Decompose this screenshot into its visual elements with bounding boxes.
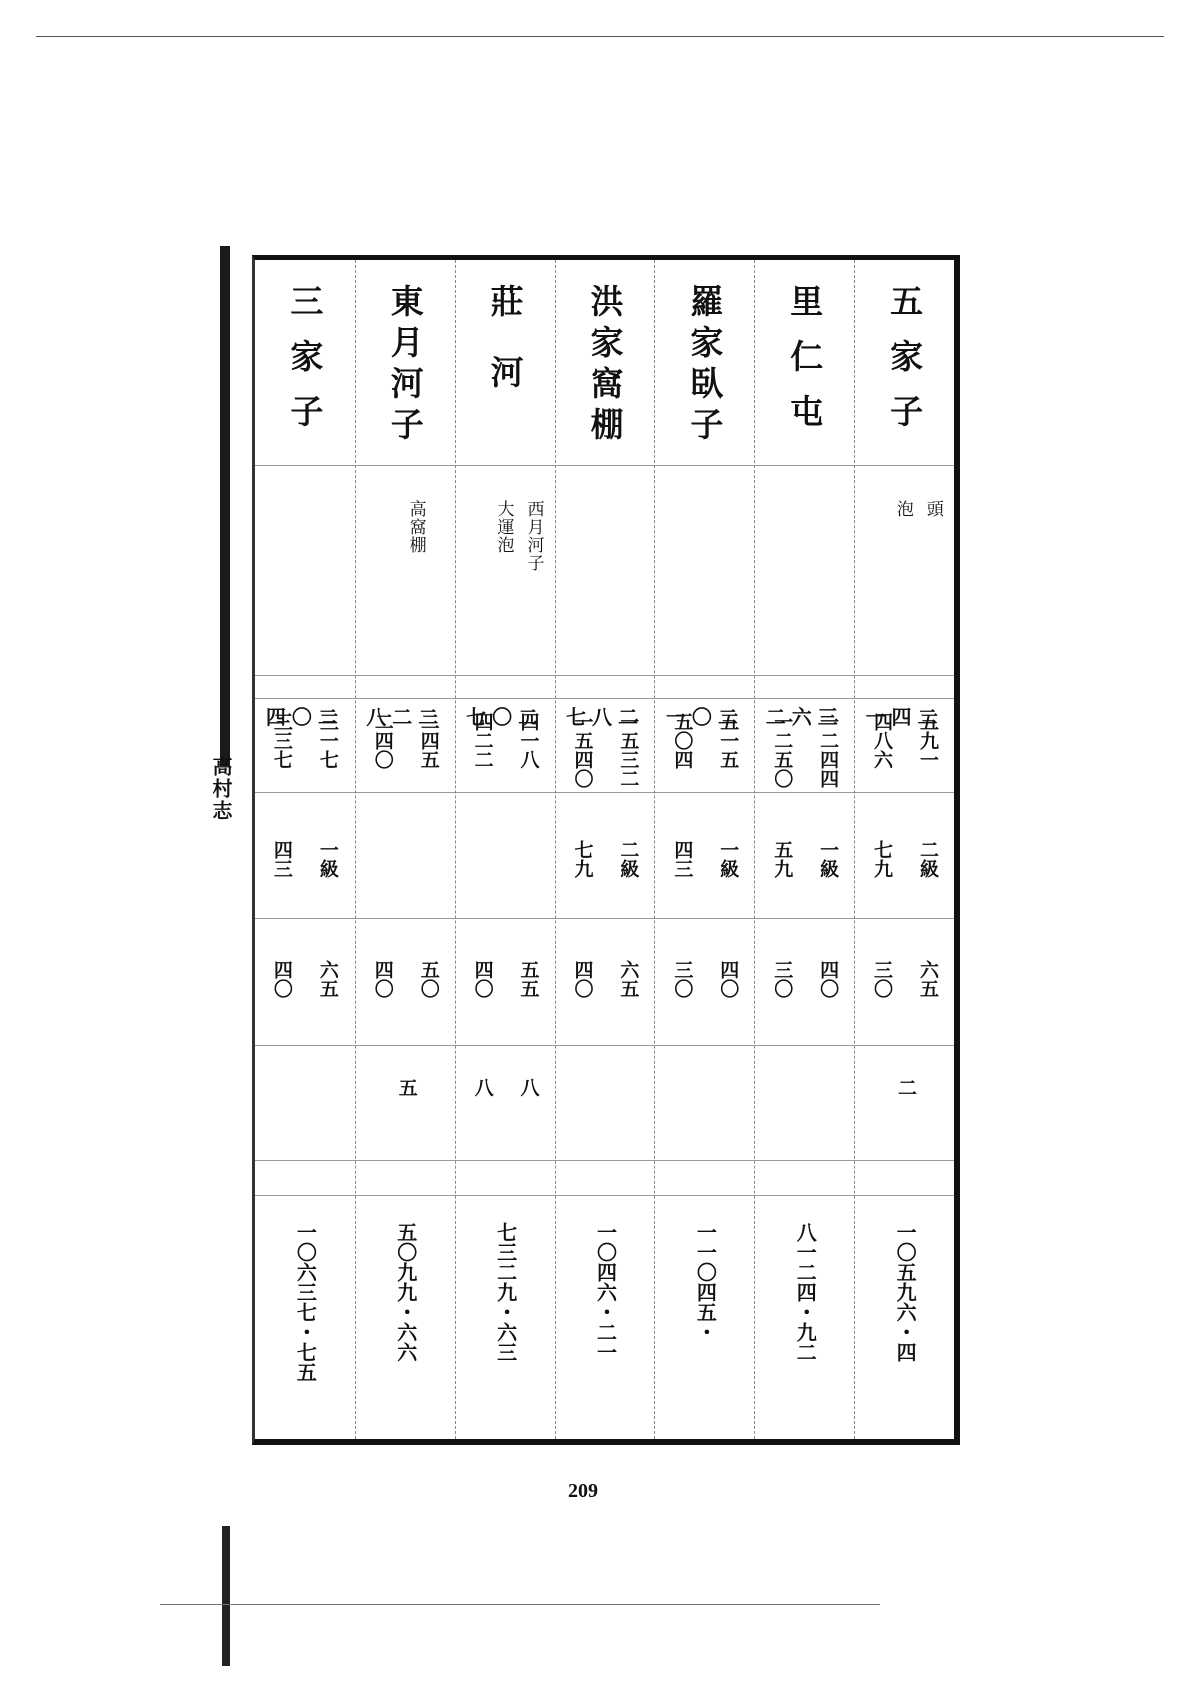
village-name: 三家子: [285, 284, 325, 449]
spine-title: 高村志: [209, 756, 233, 822]
village-name: 羅家臥子: [685, 284, 725, 448]
distance-value: 四〇: [817, 960, 840, 998]
row-band-value: 七八二: [565, 705, 644, 729]
grade-value: 四三: [671, 840, 694, 878]
household-count: 四一八: [517, 712, 540, 769]
page-number: 209: [568, 1480, 598, 1502]
village-name: 五家子: [885, 284, 925, 449]
spine-bar-lower: [222, 1526, 230, 1666]
grade-value: 二級: [617, 840, 640, 878]
household-count: 四八六: [871, 712, 894, 769]
distance-value: 四〇: [471, 960, 494, 998]
distance-value: 六五: [916, 960, 939, 998]
household-count: 一五四〇: [571, 712, 594, 788]
distance-value: 六五: [617, 960, 640, 998]
household-count: 五九一: [916, 712, 939, 769]
distance-value: 三〇: [771, 960, 794, 998]
village-name: 里仁屯: [785, 284, 825, 449]
row-band-value: 一四二: [865, 705, 944, 729]
village-name: 東月河子: [385, 284, 425, 448]
household-count: 二四五: [417, 712, 440, 769]
grade-value: 一級: [316, 840, 339, 878]
distance-value: 三〇: [671, 960, 694, 998]
household-count: 一二五〇: [771, 712, 794, 788]
household-count: 一二四四: [817, 712, 840, 788]
village-name: 莊河: [485, 284, 525, 426]
area-total: 五〇九九・六六: [393, 1222, 418, 1362]
area-total: 一〇五九六・四: [893, 1222, 918, 1362]
grade-value: 七九: [571, 840, 594, 878]
book-spine: [209, 246, 236, 1446]
row-band-value: 八二二: [366, 705, 445, 729]
area-total: 一〇六三七・七五: [293, 1222, 318, 1382]
village-column: [754, 260, 854, 1439]
grade-value: 一級: [717, 840, 740, 878]
bottom-rule: [160, 1604, 880, 1605]
household-count: 五一五: [717, 712, 740, 769]
village-note: 高窩棚: [405, 500, 426, 554]
row-band-value: 一〇二: [665, 705, 744, 729]
village-note: 西月河子: [523, 500, 544, 572]
village-column: [255, 260, 355, 1439]
extra-value: 五: [395, 1078, 418, 1097]
household-count: 四二二: [471, 712, 494, 769]
extra-value: 二: [895, 1078, 917, 1097]
distance-value: 四〇: [371, 960, 394, 998]
distance-value: 四〇: [717, 960, 740, 998]
grade-value: 二級: [916, 840, 939, 878]
row-band-value: 二六三: [765, 705, 844, 729]
grade-value: 四三: [270, 840, 293, 878]
village-note: 頭: [922, 500, 943, 518]
household-count: 三一七: [316, 712, 339, 769]
village-column: [854, 260, 954, 1439]
village-column: [555, 260, 655, 1439]
household-count: 二四〇: [371, 712, 394, 769]
village-name: 洪家窩棚: [585, 284, 625, 448]
top-rule: [36, 36, 1164, 37]
area-total: 一一〇四五・: [693, 1222, 718, 1342]
village-column: [355, 260, 455, 1439]
distance-value: 四〇: [571, 960, 594, 998]
grade-value: 五九: [771, 840, 794, 878]
distance-value: 四〇: [270, 960, 293, 998]
village-note: 大運泡: [493, 500, 514, 554]
household-count: 五〇四: [671, 712, 694, 769]
extra-value: 八: [471, 1078, 494, 1097]
spine-bar: [220, 246, 230, 766]
village-table: [252, 255, 960, 1445]
area-total: 八一二四・九二: [793, 1222, 818, 1362]
area-total: 七三二九・六三: [493, 1222, 518, 1362]
grade-value: 七九: [871, 840, 894, 878]
row-band-value: 七〇二: [466, 705, 545, 729]
household-count: 三三七: [270, 712, 293, 769]
distance-value: 三〇: [871, 960, 894, 998]
village-note: 泡: [892, 500, 913, 518]
village-column: [654, 260, 754, 1439]
distance-value: 五〇: [417, 960, 440, 998]
row-band-value: 四〇二: [265, 705, 344, 729]
household-count: 一五三二: [617, 712, 640, 788]
extra-value: 八: [517, 1078, 540, 1097]
distance-value: 六五: [316, 960, 339, 998]
distance-value: 五五: [517, 960, 540, 998]
village-column: [455, 260, 555, 1439]
grade-value: 一級: [817, 840, 840, 878]
area-total: 一〇四六・二一: [593, 1222, 618, 1362]
